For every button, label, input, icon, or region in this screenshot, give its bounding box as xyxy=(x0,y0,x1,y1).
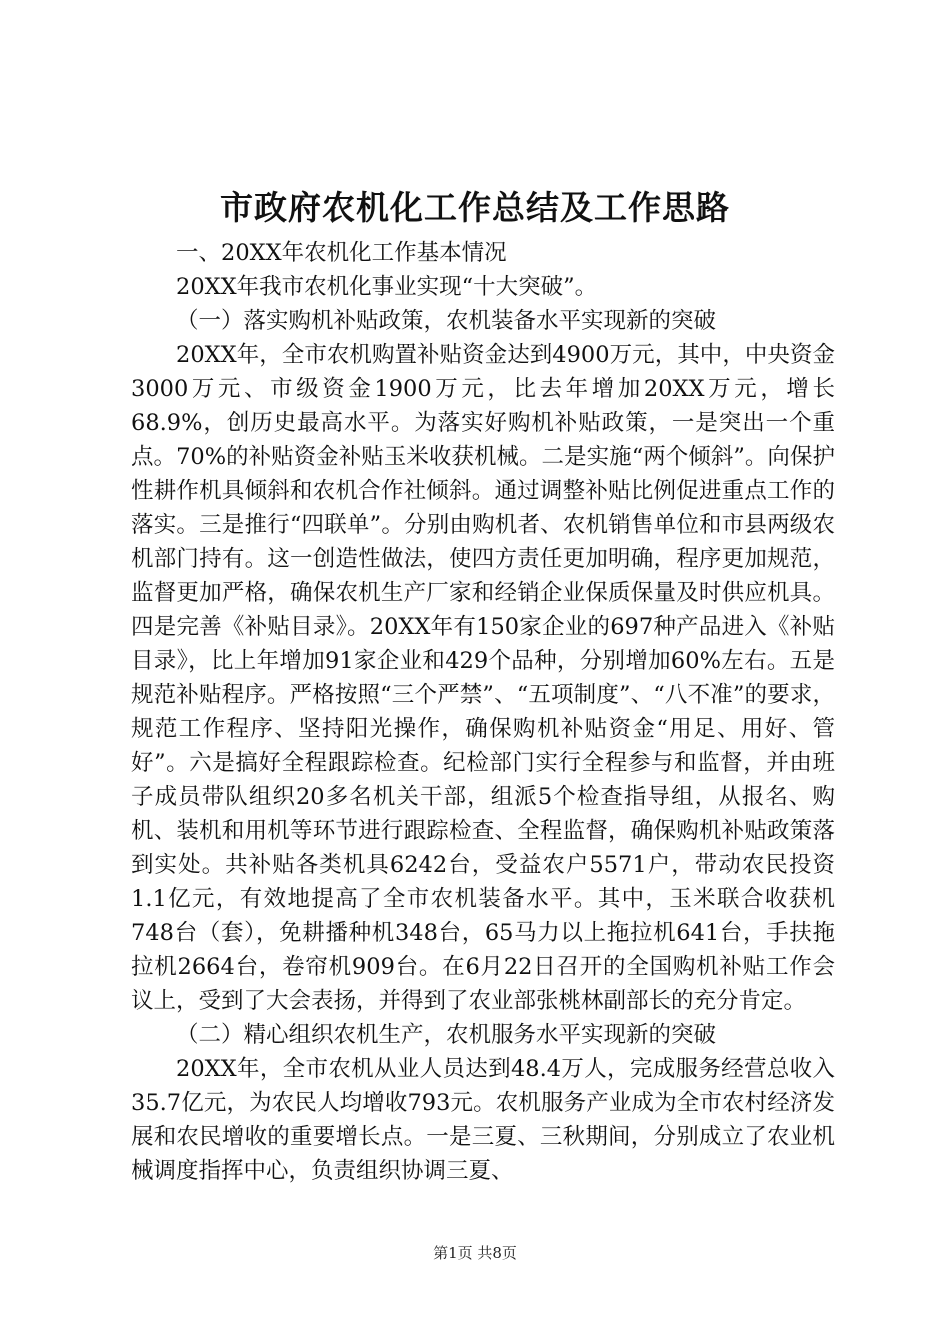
body-paragraph-2: 20XX年，全市农机从业人员达到48.4万人，完成服务经营总收入35.7亿元，为农民人均增收793元。农机服务产业成为全市农村经济发展和农民增收的重要增长点。一是三夏、三秋期间，分别成立了农业机械调度指挥中心，负责组织协调三夏、 xyxy=(131,1056,835,1184)
body-paragraph-1: 20XX年，全市农机购置补贴资金达到4900万元，其中，中央资金3000万元、市级资金1900万元，比去年增加20XX万元，增长68.9%，创历史最高水平。为落实好购机补贴政策，一是突出一个重点。70%的补贴资金补贴玉米收获机械。二是实施“两个倾斜”。向保护性耕作机具倾斜和农机合作社倾斜。通过调整补贴比例促进重点工作的落实。三是推行“四联单”。分别由购机者、农机销售单位和市县两级农机部门持有。这一创造性做法，使四方责任更加明确，程序更加规范，监督更加严格，确保农机生产厂家和经销企业保质保量及时供应机具。四是完善《补贴目录》。20XX年有150家企业的697种产品进入《补贴目录》，比上年增加91家企业和429个品种，分别增加60%左右。五是规范补贴程序。严格按照“三个严禁”、“五项制度”、“八不准”的要求，规范工作程序、坚持阳光操作，确保购机补贴资金“用足、用好、管好”。六是搞好全程跟踪检查。纪检部门实行全程参与和监督，并由班子成员带队组织20多名机关干部，组派5个检查指导组，从报名、购机、装机和用机等环节进行跟踪检查、全程监督，确保购机补贴政策落到实处。共补贴各类机具6242台，受益农户5571户，带动农民投资1.1亿元，有效地提高了全市农机装备水平。其中，玉米联合收获机748台（套），免耕播种机348台，65马力以上拖拉机641台，手扶拖拉机2664台，卷帘机909台。在6月22日召开的全国购机补贴工作会议上，受到了大会表扬，并得到了农业部张桃林副部长的充分肯定。 xyxy=(131,342,835,1014)
intro-paragraph: 20XX年我市农机化事业实现“十大突破”。 xyxy=(176,274,598,300)
document-title: 市政府农机化工作总结及工作思路 xyxy=(220,188,730,227)
document-body xyxy=(131,236,835,1188)
section-heading: 一、20XX年农机化工作基本情况 xyxy=(176,240,507,266)
page-footer: 第1页 共8页 xyxy=(433,1244,517,1262)
subsection-heading-2: （二）精心组织农机生产，农机服务水平实现新的突破 xyxy=(176,1022,717,1048)
subsection-heading-1: （一）落实购机补贴政策，农机装备水平实现新的突破 xyxy=(176,308,717,334)
